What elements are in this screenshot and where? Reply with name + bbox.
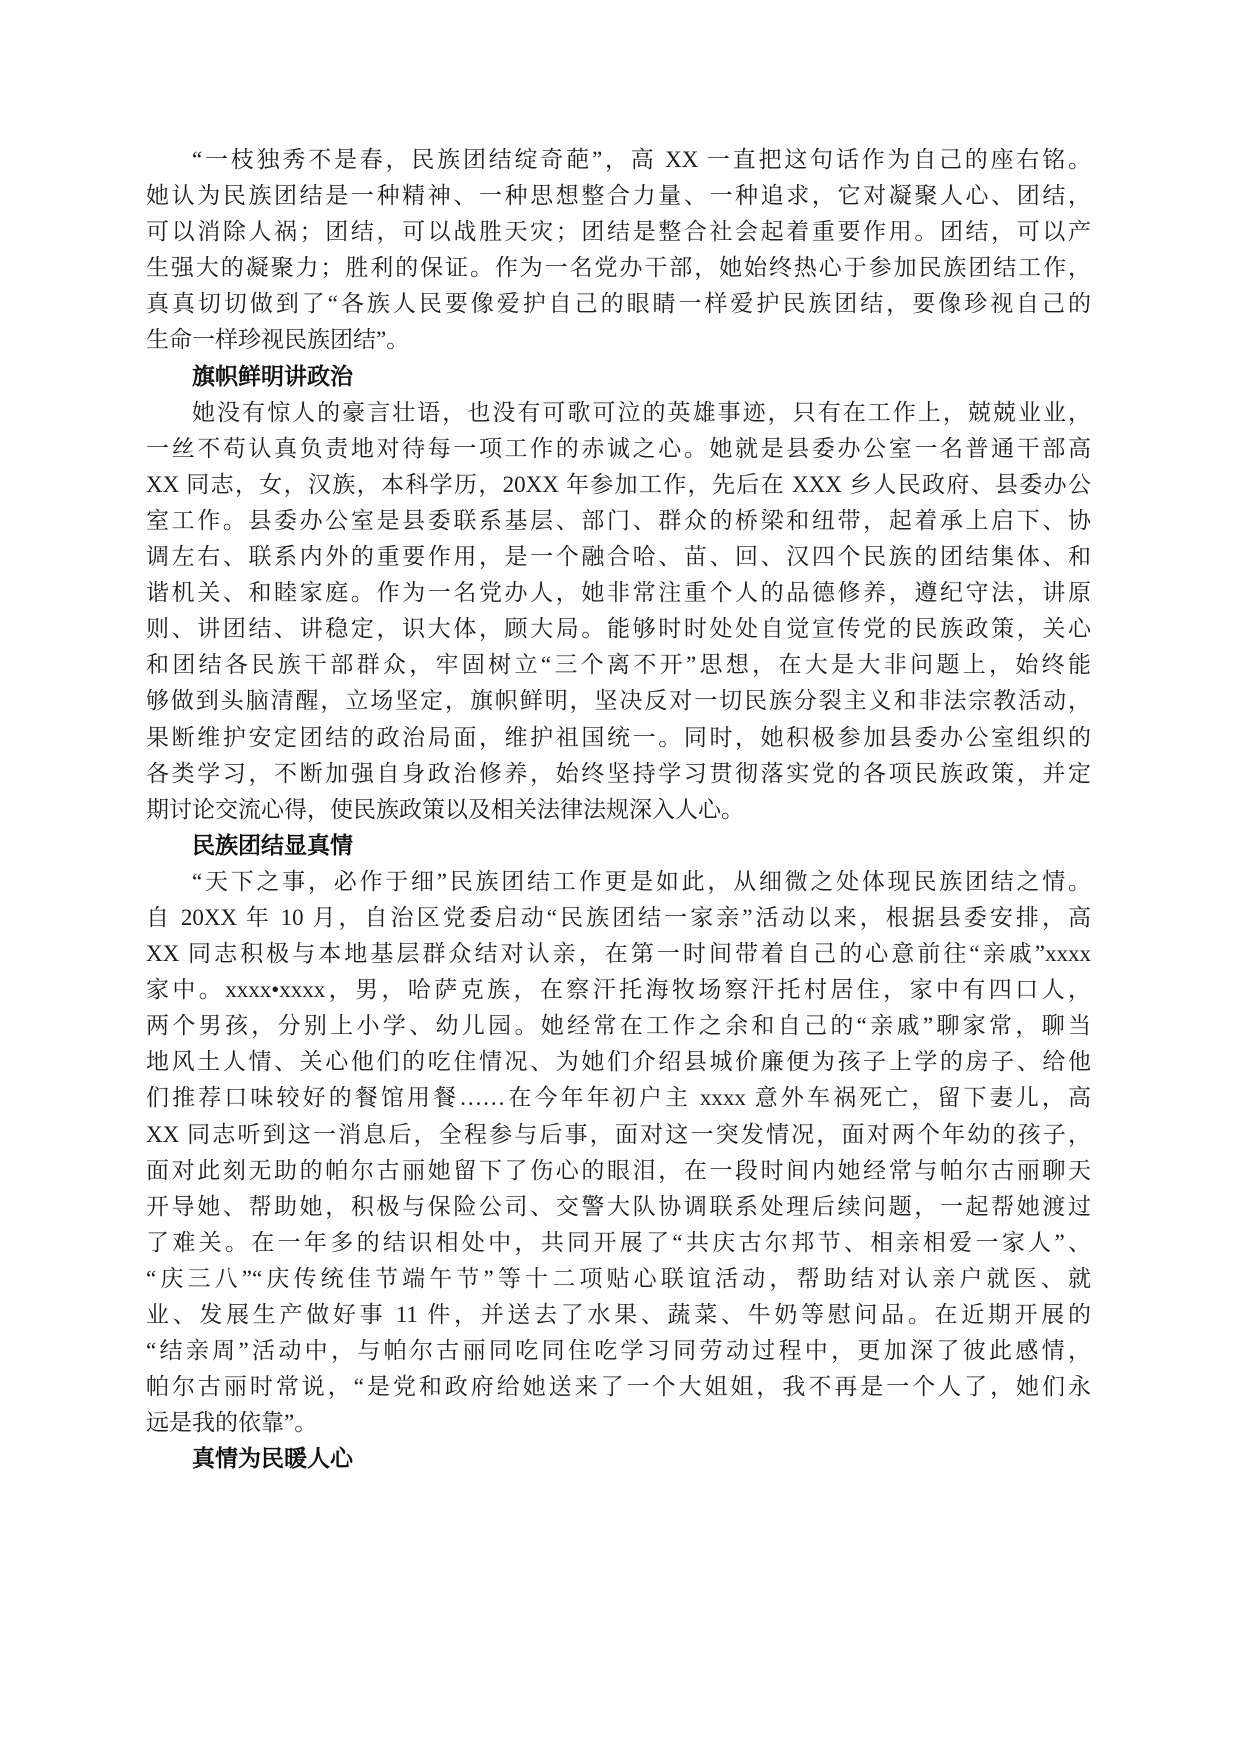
paragraph-line: 和团结各民族干部群众，牢固树立“三个离不开”思想，在大是大非问题上，始终能 <box>146 652 1091 678</box>
section-heading: 民族团结显真情 <box>192 832 353 858</box>
section-heading: 真情为民暖人心 <box>192 1446 353 1472</box>
paragraph-line: 调左右、联系内外的重要作用，是一个融合哈、苗、回、汉四个民族的团结集体、和 <box>146 544 1091 570</box>
paragraph-line: 地风土人情、关心他们的吃住情况、为她们介绍县城价廉便为孩子上学的房子、给他 <box>146 1049 1091 1075</box>
paragraph-line: “庆三八”“庆传统佳节端午节”等十二项贴心联谊活动，帮助结对认亲户就医、就 <box>146 1265 1091 1291</box>
paragraph-line: “结亲周”活动中，与帕尔古丽同吃同住吃学习同劳动过程中，更加深了彼此感情， <box>146 1338 1091 1364</box>
paragraph-line: 们推荐口味较好的餐馆用餐……在今年年初户主 xxxx 意外车祸死亡，留下妻儿，高 <box>146 1085 1091 1111</box>
paragraph-politics <box>146 395 1091 828</box>
paragraph-line: XX 同志积极与本地基层群众结对认亲，在第一时间带着自己的心意前往“亲戚”xxxx <box>146 941 1091 967</box>
paragraph-line: 两个男孩，分别上小学、幼儿园。她经常在工作之余和自己的“亲戚”聊家常，聊当 <box>146 1013 1091 1039</box>
paragraph-line: 期讨论交流心得，使民族政策以及相关法律法规深入人心。 <box>146 796 744 822</box>
paragraph-line: 谐机关、和睦家庭。作为一名党办人，她非常注重个人的品德修养，遵纪守法，讲原 <box>146 580 1091 606</box>
document-page <box>146 142 1091 1477</box>
paragraph-line: 生命一样珍视民族团结”。 <box>146 327 410 353</box>
paragraph-line: 自 20XX 年 10 月，自治区党委启动“民族团结一家亲”活动以来，根据县委安排，高 <box>146 904 1091 930</box>
paragraph-line: 远是我的依靠”。 <box>146 1410 318 1436</box>
paragraph-line: 面对此刻无助的帕尔古丽她留下了伤心的眼泪，在一段时间内她经常与帕尔古丽聊天 <box>146 1157 1091 1183</box>
paragraph-line: 真真切切做到了“各族人民要像爱护自己的眼睛一样爱护民族团结，要像珍视自己的 <box>146 291 1091 317</box>
paragraph-line: “一枝独秀不是春，民族团结绽奇葩”，高 XX 一直把这句话作为自己的座右铭。 <box>192 147 1091 172</box>
paragraph-line: 她没有惊人的豪言壮语，也没有可歌可泣的英雄事迹，只有在工作上，兢兢业业， <box>192 399 1091 425</box>
paragraph-line: 了难关。在一年多的结识相处中，共同开展了“共庆古尔邦节、相亲相爱一家人”、 <box>146 1229 1091 1255</box>
paragraph-line: 生强大的凝聚力；胜利的保证。作为一名党办干部，她始终热心于参加民族团结工作， <box>146 255 1091 281</box>
paragraph-line: 则、讲团结、讲稳定，识大体，顾大局。能够时时处处自觉宣传党的民族政策，关心 <box>146 616 1091 642</box>
paragraph-line: 业、发展生产做好事 11 件，并送去了水果、蔬菜、牛奶等慰问品。在近期开展的 <box>146 1302 1091 1327</box>
paragraph-line: 家中。xxxx•xxxx，男，哈萨克族，在察汗托海牧场察汗托村居住，家中有四口人， <box>146 977 1091 1003</box>
paragraph-intro <box>146 142 1091 359</box>
paragraph-line: 够做到头脑清醒，立场坚定，旗帜鲜明，坚决反对一切民族分裂主义和非法宗教活动， <box>146 688 1091 714</box>
paragraph-line: 帕尔古丽时常说，“是党和政府给她送来了一个大姐姐，我不再是一个人了，她们永 <box>146 1374 1091 1400</box>
paragraph-line: “天下之事，必作于细”民族团结工作更是如此，从细微之处体现民族团结之情。 <box>192 868 1091 894</box>
paragraph-line: XX 同志听到这一消息后，全程参与后事，面对这一突发情况，面对两个年幼的孩子， <box>146 1121 1091 1147</box>
paragraph-line: XX 同志，女，汉族，本科学历，20XX 年参加工作，先后在 XXX 乡人民政府、县委办公 <box>146 471 1091 497</box>
paragraph-line: 一丝不苟认真负责地对待每一项工作的赤诚之心。她就是县委办公室一名普通干部高 <box>146 435 1091 461</box>
section-heading: 旗帜鲜明讲政治 <box>192 363 353 389</box>
paragraph-unity <box>146 864 1091 1442</box>
paragraph-line: 果断维护安定团结的政治局面，维护祖国统一。同时，她积极参加县委办公室组织的 <box>146 724 1091 750</box>
paragraph-line: 她认为民族团结是一种精神、一种思想整合力量、一种追求，它对凝聚人心、团结， <box>146 183 1091 209</box>
paragraph-line: 开导她、帮助她，积极与保险公司、交警大队协调联系处理后续问题，一起帮她渡过 <box>146 1193 1091 1219</box>
paragraph-line: 各类学习，不断加强自身政治修养，始终坚持学习贯彻落实党的各项民族政策，并定 <box>146 760 1091 786</box>
paragraph-line: 室工作。县委办公室是县委联系基层、部门、群众的桥梁和纽带，起着承上启下、协 <box>146 507 1091 533</box>
paragraph-line: 可以消除人祸；团结，可以战胜天灾；团结是整合社会起着重要作用。团结，可以产 <box>146 219 1091 245</box>
